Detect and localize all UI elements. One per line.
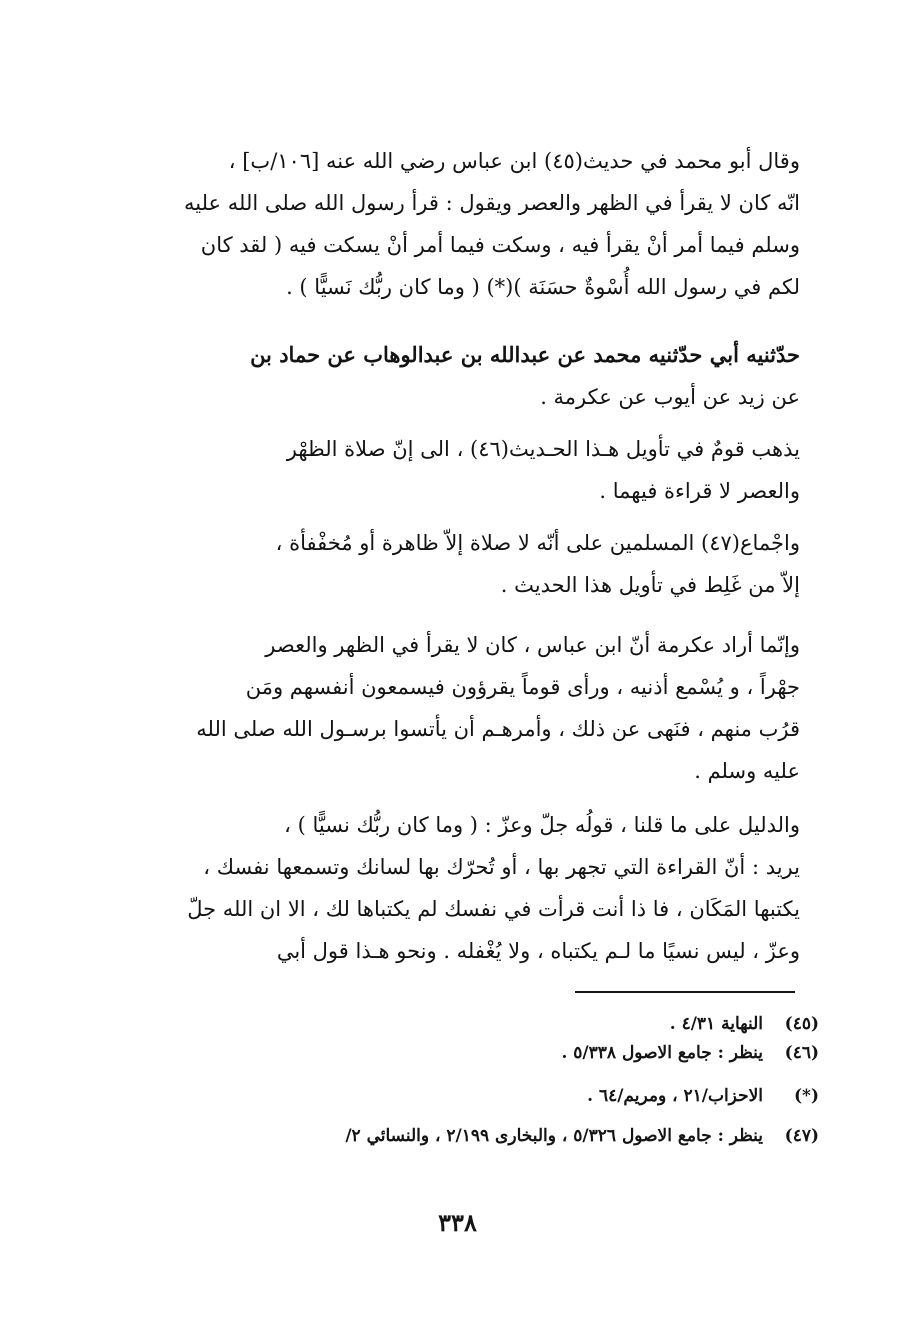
paragraph-6 [128, 804, 800, 972]
text-line: جهْراً ، و يُسْمع أذنيه ، ورأى قوماً يقرؤون فيسمعون أنفسهم ومَن [245, 675, 800, 699]
footnote-text: ينظر : جامع الاصول ٥/٣٢٦ ، والبخارى ٢/١٩٩ ، والنسائي ٢/ [345, 1126, 763, 1146]
text-line: حدّثنيه أبي حدّثنيه محمد عن عبدالله بن عبدالوهاب عن حماد بن [250, 342, 800, 367]
text-line: لكم في رسول الله أُسْوةٌ حسَنَة )(*) ( وما كان ربُّك نَسيًّا ) . [286, 275, 800, 299]
paragraph-1 [128, 140, 800, 308]
footnote-text: الاحزاب/٢١ ، ومريم/٦٤ . [587, 1086, 763, 1106]
footnote-number: (*) [794, 1086, 819, 1106]
footnote [345, 1126, 819, 1146]
footnote-number: (٤٥) [784, 1014, 819, 1034]
text-line: إلاّ من غَلِط في تأويل هذا الحديث . [500, 573, 800, 597]
text-line: واجْماع(٤٧) المسلمين على أنّه لا صلاة إلاّ ظاهرة أو مُخفْفأة ، [275, 531, 800, 555]
text-line: قرُب منهم ، فنَهى عن ذلك ، وأمرهـم أن يأتسوا برسـول الله صلى الله [196, 717, 800, 741]
text-line: وسلم فيما أمر أنْ يقرأ فيه ، وسكت فيما أمر أنْ يسكت فيه ( لقد كان [200, 233, 800, 257]
paragraph-5 [128, 624, 800, 792]
footnote-number: (٤٦) [784, 1043, 819, 1063]
text-line: يذهب قومٌ في تأويل هـذا الحـديث(٤٦) ، الى إنّ صلاة الظهْر [286, 437, 800, 461]
footnote [670, 1014, 819, 1034]
text-line: والدليل على ما قلنا ، قولُه جلّ وعزّ : ( وما كان ربُّك نسيًّا ) ، [284, 813, 800, 837]
page-number: ٣٣٨ [438, 1208, 477, 1237]
text-line: والعصر لا قراءة فيهما . [599, 479, 800, 503]
isnad-paragraph [128, 334, 800, 418]
text-line: وإنّما أراد عكرمة أنّ ابن عباس ، كان لا يقرأ في الظهر والعصر [265, 633, 800, 657]
footnote-text: النهاية ٤/٣١ . [669, 1014, 763, 1034]
footnote-divider [575, 991, 795, 993]
footnote [587, 1086, 819, 1106]
text-line: وعزّ ، ليس نسيًا ما لـم يكتباه ، ولا يُغْفله . ونحو هـذا قول أبي [276, 939, 800, 963]
footnote-text: ينظر : جامع الاصول ٥/٣٣٨ . [561, 1043, 763, 1063]
text-line: انّه كان لا يقرأ في الظهر والعصر ويقول : قرأ رسول الله صلى الله عليه [184, 191, 800, 215]
paragraph-3 [128, 428, 800, 512]
footnote-number: (٤٧) [784, 1126, 819, 1146]
text-line: يكتبها المَكَان ، فا ذا أنت قرأت في نفسك لم يكتباها لك ، الا ان الله جلّ [187, 897, 800, 921]
footnote [561, 1043, 819, 1063]
text-line: وقال أبو محمد في حديث(٤٥) ابن عباس رضي الله عنه [١٠٦/ب] ، [228, 149, 800, 173]
text-line: يريد : أنّ القراءة التي تجهر بها ، أو تُحرّك بها لسانك وتسمعها نفسك ، [203, 855, 800, 879]
text-line: عليه وسلم . [694, 759, 800, 783]
paragraph-4 [128, 522, 800, 606]
text-line: عن زيد عن أيوب عن عكرمة . [540, 385, 800, 409]
